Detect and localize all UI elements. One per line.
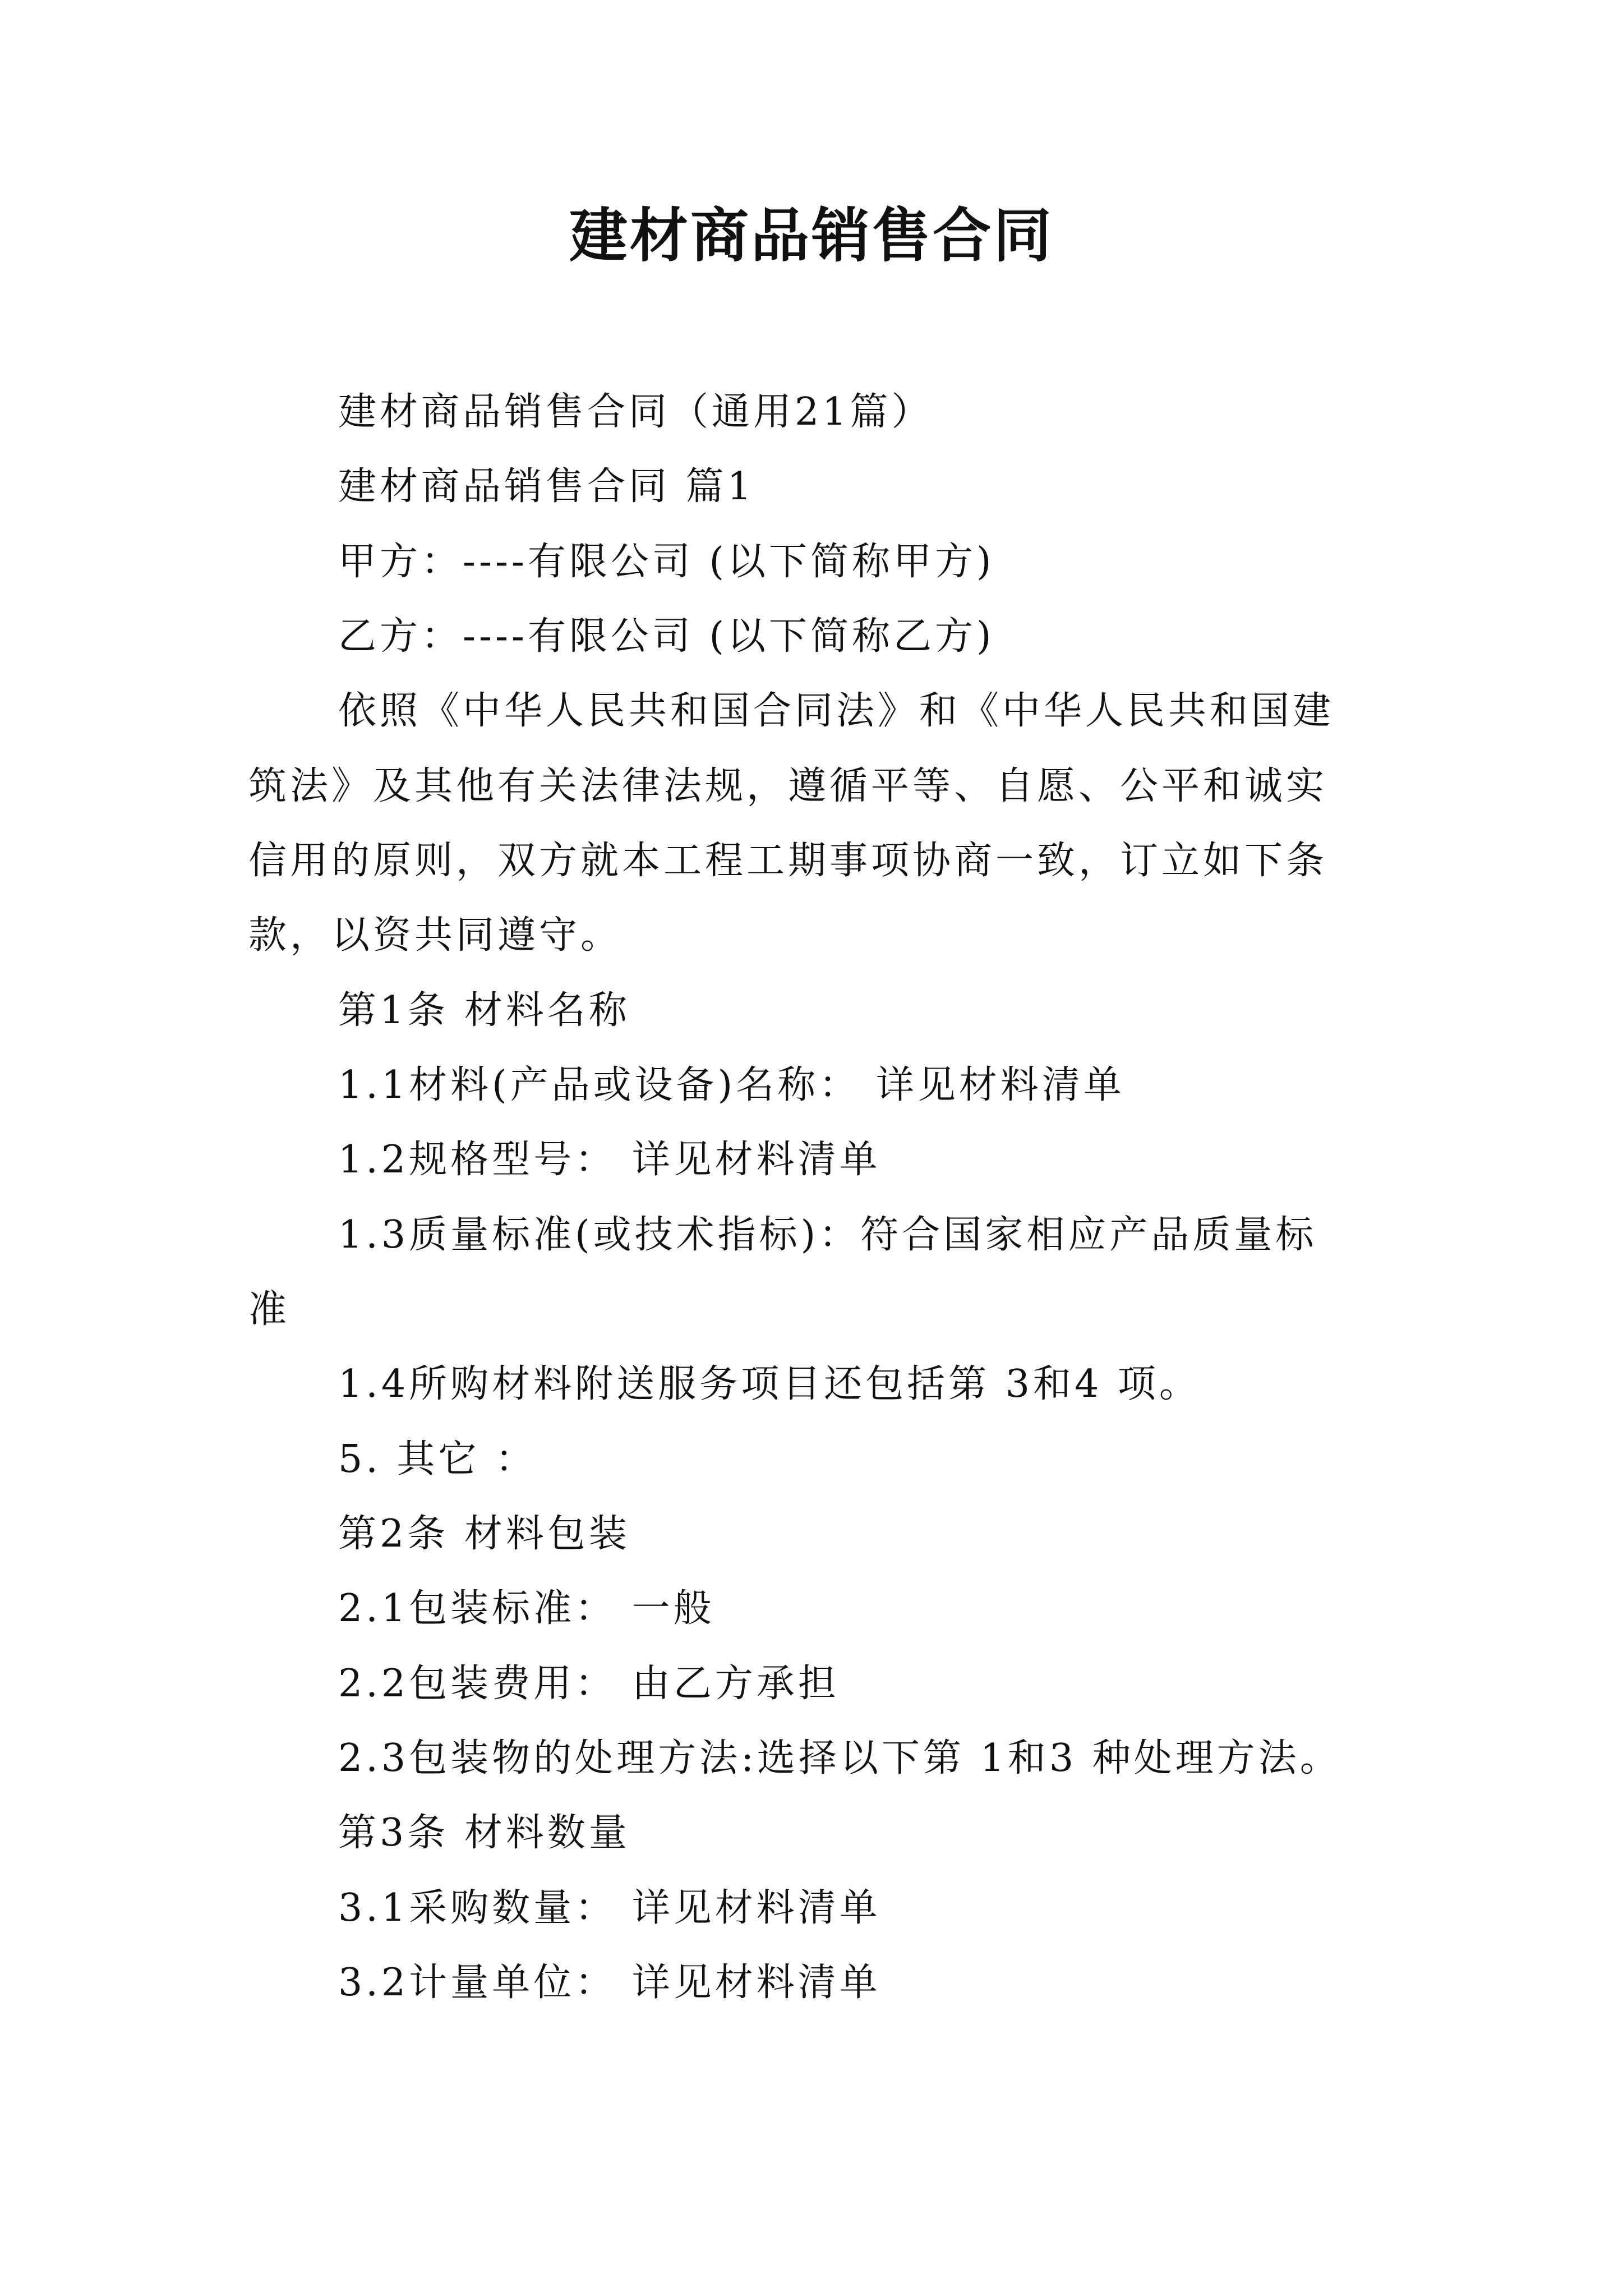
paragraph-line: 信用的原则，双方就本工程工期事项协商一致，订立如下条 [248,839,1328,883]
paragraph-line: 款，以资共同遵守。 [248,913,623,958]
clause-line: 2.2包装费用： 由乙方承担 [338,1662,840,1706]
clause-line: 1.4所购材料附送服务项目还包括第 3和4 项。 [338,1362,1201,1406]
paragraph-line: 筑法》及其他有关法律法规，遵循平等、自愿、公平和诚实 [248,764,1328,808]
clause-line: 准 [248,1287,291,1332]
section-heading: 建材商品销售合同 篇1 [338,464,755,509]
document-title: 建材商品销售合同 [569,201,1054,270]
clause-line: 3.2计量单位： 详见材料清单 [338,1961,881,2005]
article-heading: 第3条 材料数量 [338,1811,630,1855]
clause-line: 5. 其它 ： [338,1437,537,1481]
clause-line: 3.1采购数量： 详见材料清单 [338,1886,881,1930]
party-b-line: 乙方：----有限公司 (以下简称乙方) [338,614,995,659]
article-heading: 第2条 材料包装 [338,1512,630,1556]
clause-line: 1.2规格型号： 详见材料清单 [338,1138,881,1182]
clause-line: 1.1材料(产品或设备)名称： 详见材料清单 [338,1063,1125,1107]
subtitle-line: 建材商品销售合同（通用21篇） [338,390,933,434]
clause-line: 1.3质量标准(或技术指标)：符合国家相应产品质量标 [338,1213,1317,1257]
party-a-line: 甲方：----有限公司 (以下简称甲方) [338,540,995,584]
paragraph-line: 依照《中华人民共和国合同法》和《中华人民共和国建 [338,689,1335,733]
article-heading: 第1条 材料名称 [338,988,630,1033]
clause-line: 2.3包装物的处理方法:选择以下第 1和3 种处理方法。 [338,1736,1341,1780]
clause-line: 2.1包装标准： 一般 [338,1586,715,1631]
